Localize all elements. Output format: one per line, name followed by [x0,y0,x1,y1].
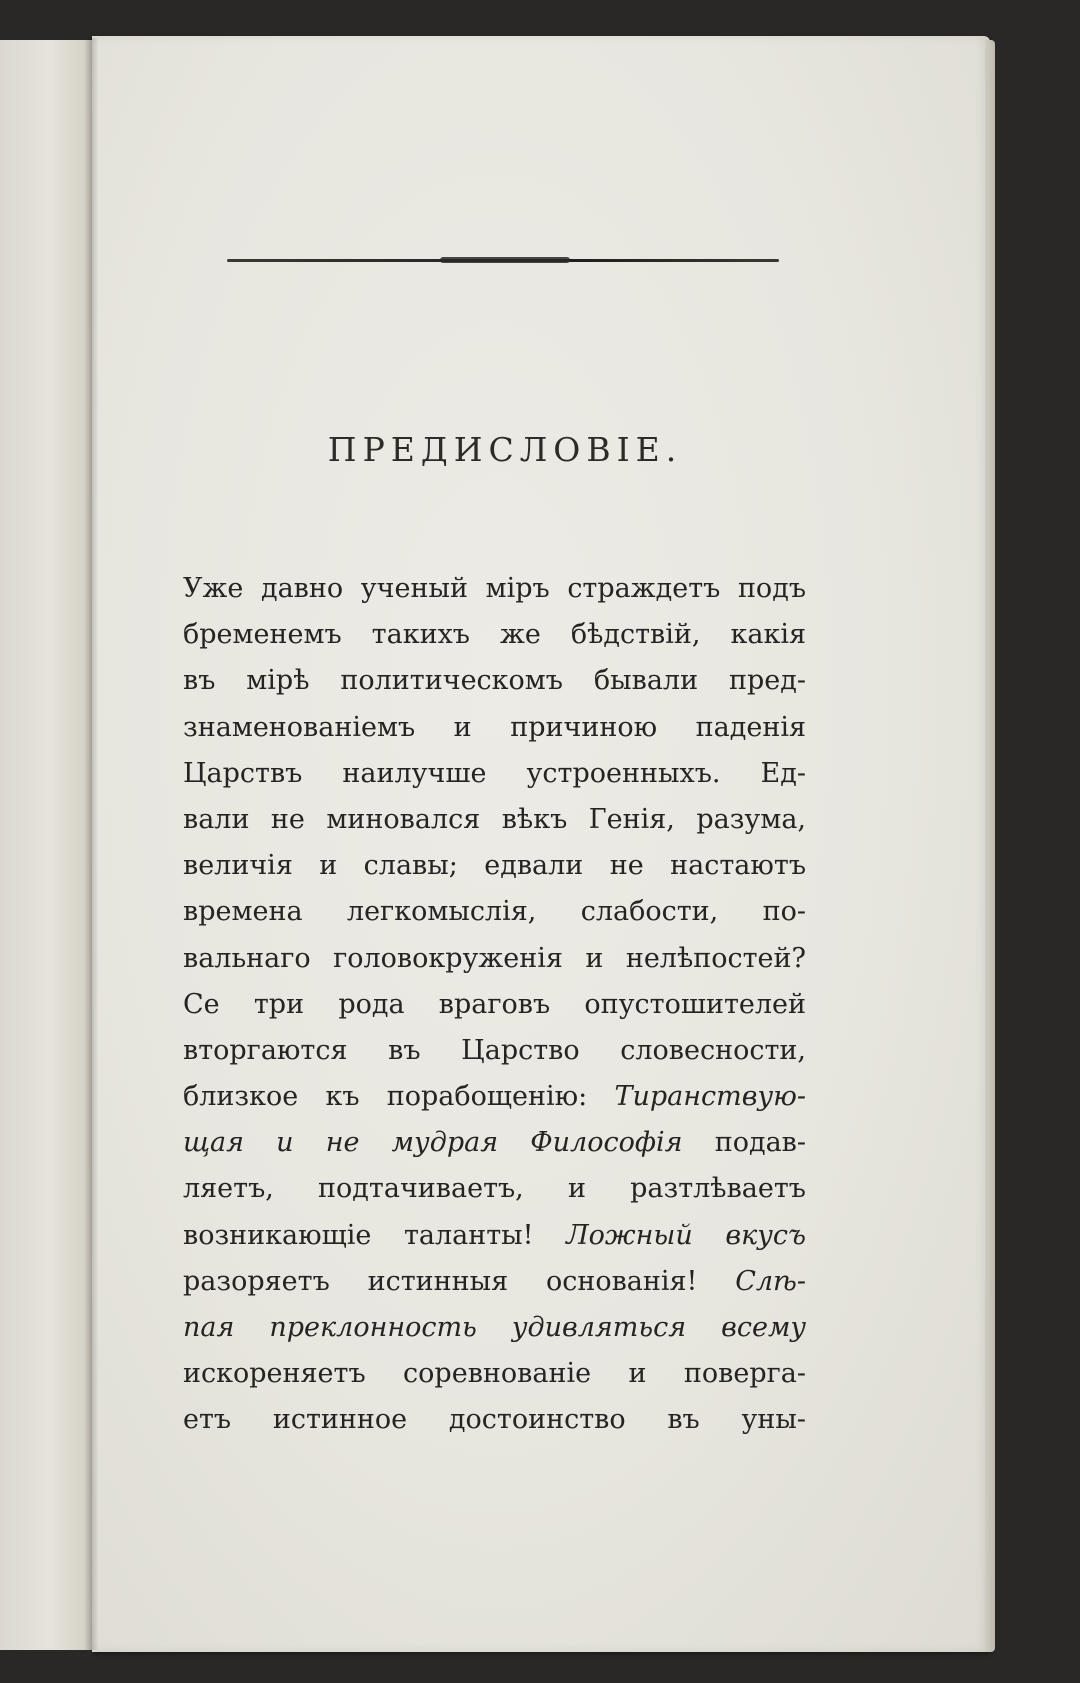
text-segment: Се три рода враговъ опустошителей [183,988,806,1020]
gutter-shadow [84,38,98,1650]
text-line [183,1028,806,1074]
text-line [183,889,806,935]
text-line [183,705,806,751]
text-line [183,612,806,658]
italic-text-segment: Ложный вкусъ [566,1219,807,1251]
text-line [183,751,806,797]
header-rule-swell [440,257,570,263]
text-line [183,1397,806,1443]
page-fore-edge [985,40,995,1652]
text-segment: искореняетъ соревнованіе и поверга- [183,1358,806,1390]
text-segment: вальнаго головокруженія и нелѣпостей? [183,942,806,974]
page-title: ПРЕДИСЛОВІЕ. [327,430,683,469]
text-segment: возникающіе таланты! [183,1219,567,1251]
text-segment: подав- [682,1127,806,1159]
text-line [183,797,806,843]
text-segment: близкое къ порабощенію: [183,1081,615,1113]
text-segment: вали не миновался вѣкъ Генія, разума, [183,803,806,835]
text-line [183,1305,806,1351]
text-segment: знаменованіемъ и причиною паденія [183,711,806,743]
text-line [183,658,806,704]
text-line [183,982,806,1028]
italic-text-segment: Слѣ- [735,1265,806,1297]
text-line [183,843,806,889]
text-segment: времена легкомыслія, слабости, по- [183,896,806,928]
text-line [183,1259,806,1305]
text-segment: Уже давно ученый міръ страждетъ подъ [183,573,806,604]
text-segment: етъ истинное достоинство въ уны- [183,1404,806,1436]
text-segment: разоряетъ истинныя основанія! [183,1265,736,1297]
text-line [183,1074,806,1120]
italic-text-segment: Тиранствую- [614,1081,806,1113]
text-segment: ляетъ, подтачиваетъ, и разтлѣваетъ [183,1173,806,1205]
left-page-edge [0,40,92,1650]
text-line [183,1213,806,1259]
text-line [183,1166,806,1212]
text-line [183,936,806,982]
text-segment: бременемъ такихъ же бѣдствій, какія [183,619,806,651]
text-segment: величія и славы; едвали не настаютъ [183,850,806,882]
italic-text-segment: пая преклонность удивляться всему [183,1312,806,1343]
text-line [183,566,806,612]
text-line [183,1120,806,1166]
text-line [183,1351,806,1397]
text-segment: въ мірѣ политическомъ бывали пред- [183,665,806,697]
preface-body [183,566,806,1444]
italic-text-segment: щая и не мудрая Философія [183,1127,683,1159]
text-segment: Царствъ наилучше устроенныхъ. Ед- [183,757,806,789]
text-segment: вторгаются въ Царство словесности, [183,1034,806,1066]
